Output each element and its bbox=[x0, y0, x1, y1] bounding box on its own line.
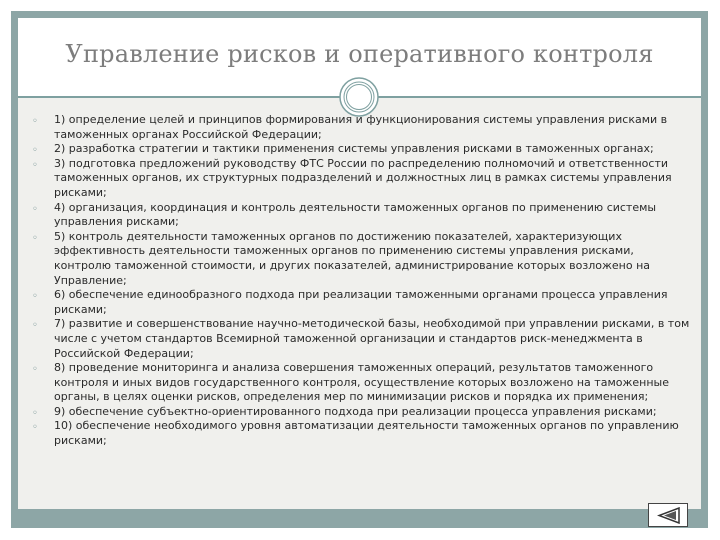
list-item bbox=[28, 142, 693, 157]
bullet-icon: ◦ bbox=[32, 232, 38, 244]
bullet-icon: ◦ bbox=[32, 422, 38, 434]
list-item bbox=[28, 157, 693, 201]
list-item bbox=[28, 113, 693, 142]
list-item bbox=[28, 230, 693, 288]
back-arrow-icon bbox=[657, 507, 681, 524]
bullet-icon: ◦ bbox=[32, 407, 38, 419]
bullet-icon: ◦ bbox=[32, 116, 38, 127]
circle-ornament-icon bbox=[339, 77, 379, 117]
list-item-text: 8) проведение мониторинга и анализа совершения таможенных операций, результатов таможенного контроля и иных видов государственного контроля, осуществление которых возложено на таможенные органы, в целях оценки рисков, определения мер по минимизации рисков и порядка их применения; bbox=[54, 361, 669, 404]
bullet-icon: ◦ bbox=[32, 291, 38, 303]
list-item-text: 4) организация, координация и контроль деятельности таможенных органов по применению системы управления рисками; bbox=[54, 200, 657, 229]
bullet-icon: ◦ bbox=[32, 145, 38, 157]
list-item bbox=[28, 361, 693, 405]
list-item-text: 3) подготовка предложений руководству ФТС России по распределению полномочий и ответственности таможенных органов, их структурных подразделений и должностных лиц в рамках системы управления рисками; bbox=[54, 156, 672, 199]
list-item-text: 10) обеспечение необходимого уровня автоматизации деятельности таможенных органов по управлению рисками; bbox=[54, 419, 679, 448]
list-item bbox=[28, 317, 693, 361]
list-item-text: 7) развитие и совершенствование научно-методической базы, необходимой при управлении рисками, в том числе с учетом стандартов Всемирной таможенной организации и стандартов риск-менеджмента в Российской Федерации; bbox=[54, 317, 690, 360]
list-item-text: 9) обеспечение субъектно-ориентированного подхода при реализации процесса управления рисками; bbox=[54, 404, 657, 418]
bullet-icon: ◦ bbox=[32, 364, 38, 376]
bullet-icon: ◦ bbox=[32, 203, 38, 215]
slide-title: Управление рисков и оперативного контроля bbox=[65, 40, 654, 68]
list-item bbox=[28, 288, 693, 317]
list-item bbox=[28, 419, 693, 448]
list-item-text: 5) контроль деятельности таможенных органов по достижению показателей, характеризующих эффективность деятельности таможенных органов по применению системы управления рисками, контролю таможенной стоимости, и других показателей, администрирование которых возложено на Управление; bbox=[54, 229, 651, 287]
list-item-text: 2) разработка стратегии и тактики применения системы управления рисками в таможенных органах; bbox=[54, 142, 654, 156]
bullet-icon: ◦ bbox=[32, 159, 38, 171]
list-item-text: 1) определение целей и принципов формирования и функционирования системы управления рисками в таможенных органах Российской Федерации; bbox=[54, 113, 668, 141]
list-item bbox=[28, 201, 693, 230]
bullet-icon: ◦ bbox=[32, 320, 38, 332]
list-item bbox=[28, 405, 693, 420]
back-nav-button[interactable] bbox=[648, 503, 688, 527]
bullet-list bbox=[28, 113, 693, 449]
list-item-text: 6) обеспечение единообразного подхода при реализации таможенными органами процесса управления рисками; bbox=[54, 288, 668, 316]
